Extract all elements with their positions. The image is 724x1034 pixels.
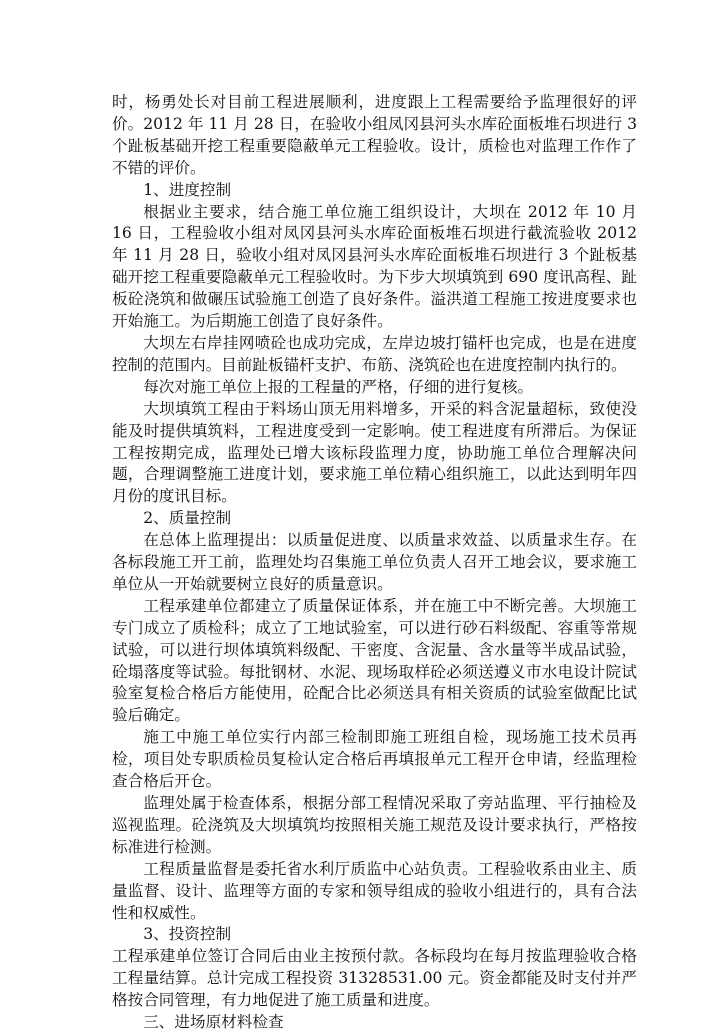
paragraph-schedule-requirements: 根据业主要求，结合施工单位施工组织设计，大坝在 2012 年 10 月 16 日，工程验收小组对凤冈县河头水库砼面板堆石坝进行截流验收 2012 年 11 月 28 日，验收小组对凤冈县河头水库砼面板堆石坝进行 3 个趾板基础开挖工程重要隐蔽单元工程验收时。为下步大坝填筑到 690 度讯高程、趾板砼浇筑和做碾压试验施工创造了良好条件。溢洪道工程施工按进度要求也开始施工。为后期施工创造了良好条件。 bbox=[112, 202, 637, 331]
heading-materials-inspection: 三、进场原材料检查 bbox=[143, 1013, 284, 1032]
paragraph-quantity-review: 每次对施工单位上报的工程量的严格，仔细的进行复核。 bbox=[143, 377, 534, 396]
paragraph-quality-supervision: 工程质量监督是委托省水利厅质监中心站负责。工程验收系由业主、质量监督、设计、监理等方面的专家和领导组成的验收小组进行的，具有合法性和权威性。 bbox=[112, 859, 637, 922]
document-page bbox=[112, 92, 637, 1034]
paragraph-shotcrete-progress: 大坝左右岸挂网喷砼也成功完成，左岸边坡打锚杆也完成，也是在进度控制的范围内。目前趾板锚杆支护、布筋、浇筑砼也在进度控制内执行的。 bbox=[112, 333, 637, 374]
heading-investment-control: 3、投资控制 bbox=[143, 925, 232, 944]
heading-schedule-control: 1、进度控制 bbox=[143, 180, 232, 199]
paragraph-investment-details: 工程承建单位签订合同后由业主按预付款。各标段均在每月按监理验收合格工程量结算。总计完成工程投资 31328531.00 元。资金都能及时支付并严格按合同管理，有力地促进了施工质量和进度。 bbox=[112, 947, 637, 1010]
paragraph-supervision-inspection: 监理处属于检查体系，根据分部工程情况采取了旁站监理、平行抽检及巡视监理。砼浇筑及大坝填筑均按照相关施工规范及设计要求执行，严格按标准进行检测。 bbox=[112, 794, 637, 856]
paragraph-quality-system: 工程承建单位都建立了质量保证体系，并在施工中不断完善。大坝施工专门成立了质检科；成立了工地试验室，可以进行砂石料级配、容重等常规试验，可以进行坝体填筑料级配、干密度、含泥量、含水量等半成品试验，砼塌落度等试验。每批钢材、水泥、现场取样砼必须送遵义市水电设计院试验室复检合格后方能使用，砼配合比必须送具有相关资质的试验室做配比试验后确定。 bbox=[112, 596, 637, 725]
heading-quality-control: 2、质量控制 bbox=[143, 509, 232, 528]
paragraph-three-inspections: 施工中施工单位实行内部三检制即施工班组自检，现场施工技术员再检，项目处专职质检员复检认定合格后再填报单元工程开仓申请，经监理检查合格后开仓。 bbox=[112, 728, 637, 791]
paragraph-quality-principles: 在总体上监理提出：以质量促进度、以质量求效益、以质量求生存。在各标段施工开工前，监理处均召集施工单位负责人召开工地会议，要求施工单位从一开始就要树立良好的质量意识。 bbox=[112, 531, 637, 593]
paragraph-dam-filling-delay: 大坝填筑工程由于料场山顶无用料增多，开采的料含泥量超标，致使没能及时提供填筑料，工程进度受到一定影响。使工程进度有所滞后。为保证工程按期完成，监理处已增大该标段监理力度，协助施工单位合理解决问题，合理调整施工进度计划，要求施工单位精心组织施工，以此达到明年四月份的度讯目标。 bbox=[112, 399, 637, 506]
paragraph-opening: 时，杨勇处长对目前工程进展顺利，进度跟上工程需要给予监理很好的评价。2012 年 11 月 28 日，在验收小组凤冈县河头水库砼面板堆石坝进行 3 个趾板基础开挖工程重要隐蔽单元工程验收。设计，质检也对监理工作作了不错的评价。 bbox=[112, 93, 637, 177]
